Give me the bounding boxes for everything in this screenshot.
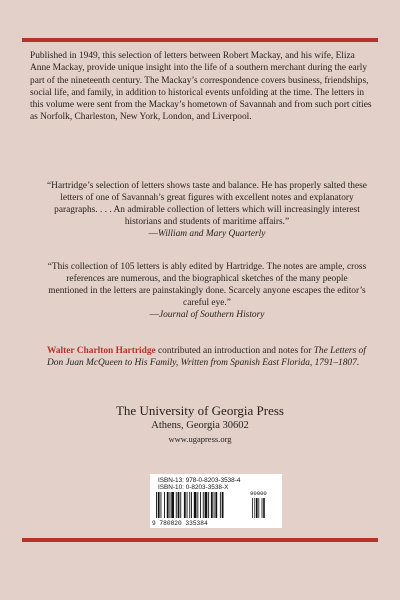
editor-bio (47, 345, 367, 369)
quote-2-dash: — (149, 310, 159, 321)
quote-2-source: Journal of Southern History (158, 310, 265, 321)
isbn-barcode (150, 474, 282, 528)
bottom-rule (22, 538, 378, 542)
publisher-name: The University of Georgia Press (115, 403, 284, 418)
review-quote-1 (47, 180, 367, 240)
isbn-10: ISBN-10: 0-8203-3538-X (158, 484, 229, 491)
description-text: Published in 1949, this selection of letters between Robert Mackay, and his wife, Eliza Anne Mackay, provide unique insight into the life of a southern merchant during the early part of the nineteenth century. The Mackay’s correspondence covers business, friendships, social life, and family, in addition to historical events unfolding at the time. The letters in this volume were sent from the Mackay’s hometown of Savannah and from such port cities as Norfolk, Charleston, New York, London, and Liverpool. (30, 51, 372, 123)
publisher-url: www.ugapress.org (168, 434, 232, 444)
isbn-13: ISBN-13: 978-0-8203-3538-4 (158, 477, 241, 484)
editor-name: Walter Charlton Hartridge (47, 346, 156, 356)
editor-bio-text: contributed an introduction and notes for (155, 346, 314, 356)
quote-2-attribution (47, 309, 367, 321)
quote-1-source: William and Mary Quarterly (157, 229, 266, 240)
review-quote-2 (47, 261, 367, 321)
quote-1-text: “Hartridge’s selection of letters shows taste and balance. He has properly salted these letters of one of Savannah’s great figures with excellent notes and explanatory paragraphs. . . . An admirable collection of letters which will increasingly interest historians and students of maritime affairs.” (47, 181, 367, 228)
book-description (30, 50, 374, 124)
editor-book-title: The Letters of Don Juan McQueen to His Family, Written from Spanish East Florida, 1791–1807 (47, 346, 366, 369)
quote-2-text: “This collection of 105 letters is ably edited by Hartridge. The notes are ample, cross references are numerous, and the biographical sketches of the many people mentioned in the letters are painstakingly done. Scarcely anyone escapes the editor’s careful eye.” (47, 262, 367, 309)
quote-1-dash: — (148, 229, 158, 240)
publisher-address: Athens, Georgia 30602 (151, 420, 249, 431)
barcode-digits: 9 780820 335384 (152, 520, 208, 527)
top-rule (22, 38, 378, 42)
editor-bio-end: . (356, 358, 360, 369)
publisher-block (0, 403, 400, 445)
quote-1-attribution (47, 228, 367, 240)
barcode-addon-digits: 90000 (250, 490, 267, 497)
